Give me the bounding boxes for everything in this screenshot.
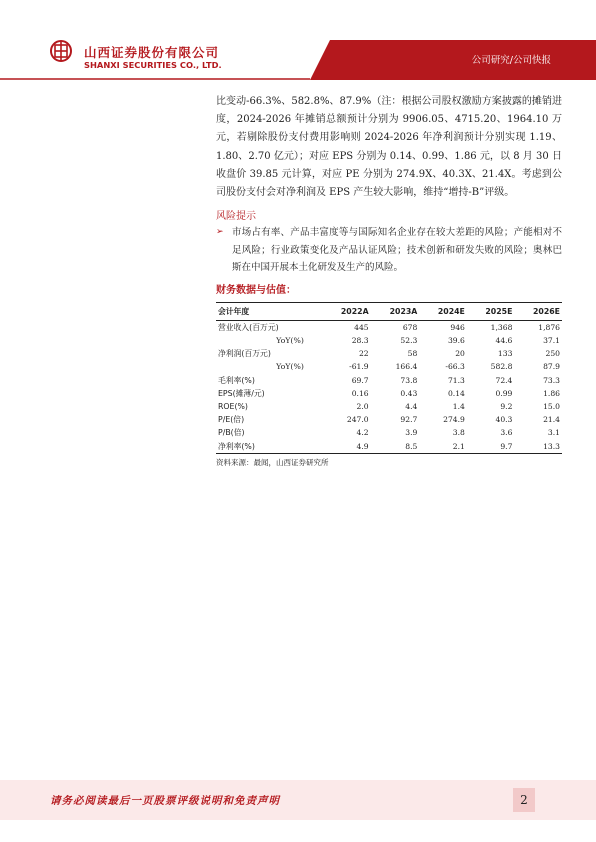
risk-text: 市场占有率、产品丰富度等与国际知名企业存在较大差距的风险；产能相对不足风险；行业政策变化及产品认证风险；技术创新和研发失败的风险；奥林巴斯在中国开展本土化研发及生产的风险。 <box>232 227 562 274</box>
report-type-tag: 公司研究/公司快报 <box>471 55 551 66</box>
table-cell: 166.4 <box>395 362 418 372</box>
table-cell: 4.2 <box>356 428 369 438</box>
column-header: 2026E <box>532 306 560 316</box>
table-cell: 445 <box>354 322 369 332</box>
row-label: 净利率(%) <box>218 441 255 451</box>
table-cell: 92.7 <box>400 415 418 425</box>
table-cell: 73.8 <box>400 375 418 385</box>
row-label: EPS(摊薄/元) <box>218 388 265 398</box>
table-cell: 0.99 <box>495 388 513 398</box>
column-header: 2022A <box>340 306 369 316</box>
table-cell: 39.6 <box>447 336 465 345</box>
table-cell: 20 <box>455 349 465 359</box>
table-row <box>216 387 562 400</box>
row-label: 营业收入(百万元) <box>218 322 279 332</box>
table-cell: 582.8 <box>490 362 513 372</box>
table-row <box>216 334 562 347</box>
company-logo-icon <box>50 40 72 62</box>
table-cell: 21.4 <box>543 415 560 425</box>
table-cell: 678 <box>402 322 418 332</box>
table-cell: 2.0 <box>356 401 369 411</box>
table-cell: 52.3 <box>400 336 418 345</box>
table-cell: 1,876 <box>538 322 560 332</box>
table-cell: 4.4 <box>405 401 418 411</box>
risk-title: 风险提示 <box>216 211 256 223</box>
table-cell: 71.3 <box>447 375 465 385</box>
row-label: YoY(%) <box>276 362 304 372</box>
table-cell: 274.9 <box>443 415 465 425</box>
table-row <box>216 426 562 439</box>
page-number: 2 <box>513 788 535 812</box>
table-cell: 44.6 <box>495 336 513 345</box>
table-cell: 1,368 <box>490 322 513 332</box>
table-cell: 4.9 <box>356 441 369 451</box>
row-label: YoY(%) <box>276 336 304 345</box>
column-header: 会计年度 <box>218 306 250 316</box>
table-row <box>216 373 562 386</box>
table-cell: 22 <box>358 349 369 359</box>
page-header <box>0 0 596 80</box>
table-cell: 87.9 <box>543 362 560 372</box>
table-cell: 37.1 <box>543 336 560 345</box>
table-cell: 3.8 <box>452 428 465 438</box>
table-cell: 946 <box>450 322 465 332</box>
table-row <box>216 439 562 453</box>
table-cell: 40.3 <box>495 415 513 425</box>
table-row <box>216 400 562 413</box>
table-cell: 0.43 <box>400 388 418 398</box>
table-cell: 133 <box>497 349 513 359</box>
row-label: P/E(倍) <box>218 415 245 425</box>
source-note: 资料来源：最闻，山西证券研究所 <box>216 457 329 467</box>
table-cell: 28.3 <box>351 336 369 345</box>
table-cell: 3.9 <box>405 428 418 438</box>
table-cell: 72.4 <box>495 375 513 385</box>
table-cell: 9.2 <box>500 401 513 411</box>
row-label: 毛利率(%) <box>218 375 255 385</box>
column-header: 2025E <box>485 306 513 316</box>
table-cell: 73.3 <box>543 375 560 385</box>
financials-title: 财务数据与估值： <box>216 284 296 296</box>
table-cell: 3.1 <box>547 428 560 438</box>
arrow-right-icon: ➢ <box>216 227 224 238</box>
table-header-row <box>216 302 562 320</box>
row-label: 净利润(百万元) <box>218 349 271 359</box>
table-cell: 1.4 <box>452 401 465 411</box>
table-cell: 0.16 <box>351 388 369 398</box>
table-cell: -61.9 <box>349 362 369 372</box>
row-label: ROE(%) <box>218 401 248 411</box>
page-footer <box>0 780 596 842</box>
table-row <box>216 360 562 373</box>
intro-paragraph: 比变动-66.3%、582.8%、87.9%（注：根据公司股权激励方案披露的摊销进度，2024-2026 年摊销总额预计分别为 9906.05、4715.20、1964.10 万元，若剔除股份支付费用影响则 2024-2026 年净利润预计分别实现 1.19、1.80、2.70 亿元）；对应 EPS 分别为 0.14、0.99、1.86 元，以 8 月 30 日收盘价 39.85 元计算，对应 PE 分别为 274.9X、40.3X、21.4X。考虑到公司股份支付会对净利润及 EPS 产生较大影响，维持“增持-B”评级。 <box>216 96 562 199</box>
table-row <box>216 347 562 360</box>
column-header: 2023A <box>389 306 418 316</box>
table-cell: -66.3 <box>445 362 465 372</box>
company-name-cn: 山西证券股份有限公司 <box>84 45 220 60</box>
table-row <box>216 320 562 334</box>
table-cell: 2.1 <box>452 441 465 451</box>
table-cell: 3.6 <box>500 428 513 438</box>
company-name-en: SHANXI SECURITIES CO., LTD. <box>84 60 222 70</box>
table-cell: 247.0 <box>346 415 369 425</box>
table-cell: 250 <box>545 349 560 359</box>
row-label: P/B(倍) <box>218 428 245 438</box>
table-cell: 58 <box>407 349 418 359</box>
table-cell: 69.7 <box>351 375 369 385</box>
table-row <box>216 413 562 426</box>
table-cell: 15.0 <box>543 401 560 411</box>
table-cell: 1.86 <box>543 388 560 398</box>
table-cell: 13.3 <box>543 441 560 451</box>
main-content <box>216 93 562 468</box>
financials-table <box>216 302 562 454</box>
column-header: 2024E <box>437 306 465 316</box>
risk-item <box>216 224 562 277</box>
table-cell: 0.14 <box>447 388 465 398</box>
table-cell: 9.7 <box>500 441 513 451</box>
disclaimer-text: 请务必阅读最后一页股票评级说明和免责声明 <box>50 795 280 807</box>
table-cell: 8.5 <box>405 441 418 451</box>
